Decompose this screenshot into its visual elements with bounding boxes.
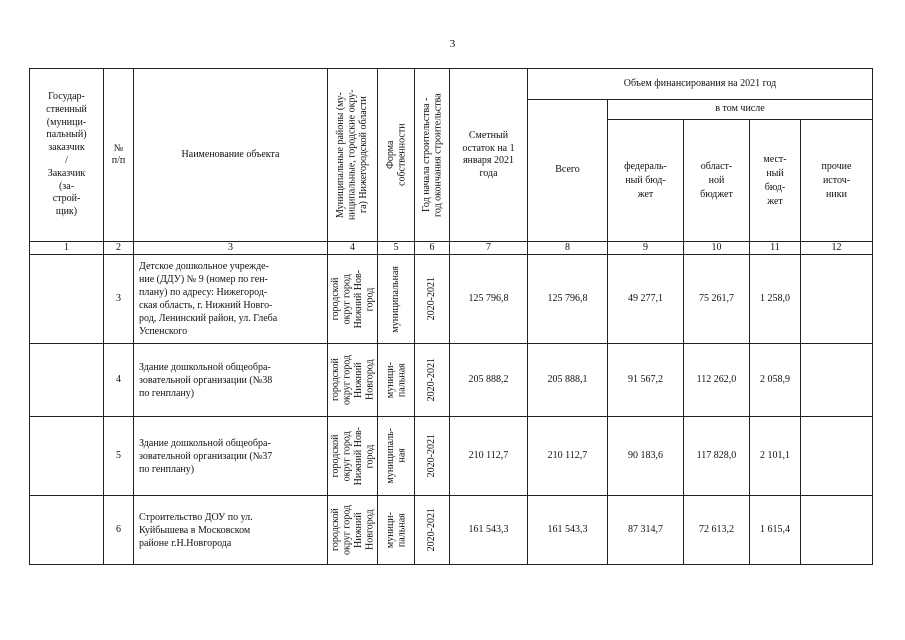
column-number: 8 xyxy=(528,242,608,255)
row-local: 1 615,4 xyxy=(750,496,801,565)
row-other xyxy=(801,417,873,496)
header-object-name: Наименование объекта xyxy=(134,69,328,242)
row-local: 2 101,1 xyxy=(750,417,801,496)
column-number: 9 xyxy=(608,242,684,255)
table-row xyxy=(30,255,873,344)
row-total: 125 796,8 xyxy=(528,255,608,344)
row-ownership: муници- пальная xyxy=(378,496,415,565)
row-regional: 75 261,7 xyxy=(684,255,750,344)
row-district: городской округ город Нижний Новгород xyxy=(328,496,378,565)
row-total: 161 543,3 xyxy=(528,496,608,565)
row-federal: 49 277,1 xyxy=(608,255,684,344)
header-balance: Сметный остаток на 1 января 2021 года xyxy=(450,69,528,242)
row-years: 2020-2021 xyxy=(415,417,450,496)
header-federal: федераль- ный бюд- жет xyxy=(608,120,684,242)
header-including: в том числе xyxy=(608,100,873,120)
row-regional: 117 828,0 xyxy=(684,417,750,496)
column-number: 7 xyxy=(450,242,528,255)
row-customer xyxy=(30,255,104,344)
header-ownership: Форма собственности xyxy=(378,69,415,242)
column-number: 1 xyxy=(30,242,104,255)
row-other xyxy=(801,496,873,565)
financing-table xyxy=(29,68,873,565)
row-balance: 205 888,2 xyxy=(450,344,528,417)
column-number: 4 xyxy=(328,242,378,255)
row-years: 2020-2021 xyxy=(415,255,450,344)
row-district: городской округ город Нижний Новгород xyxy=(328,344,378,417)
row-local: 2 058,9 xyxy=(750,344,801,417)
header-number: № п/п xyxy=(104,69,134,242)
row-balance: 210 112,7 xyxy=(450,417,528,496)
row-number: 6 xyxy=(104,496,134,565)
header-district: Муниципальные районы (му- ниципальные, городские окру- га) Нижегородской области xyxy=(328,69,378,242)
row-customer xyxy=(30,344,104,417)
column-number: 3 xyxy=(134,242,328,255)
row-district: городской округ город Нижний Нов- город xyxy=(328,255,378,344)
column-number: 10 xyxy=(684,242,750,255)
row-regional: 72 613,2 xyxy=(684,496,750,565)
row-total: 205 888,1 xyxy=(528,344,608,417)
row-other xyxy=(801,255,873,344)
header-other: прочие источ- ники xyxy=(801,120,873,242)
row-local: 1 258,0 xyxy=(750,255,801,344)
header-customer: Государ- ственный (муници- пальный) заказчик / Заказчик (за- строй- щик) xyxy=(30,69,104,242)
row-object-name: Здание дошкольной общеобра- зовательной организации (№38 по генплану) xyxy=(134,344,328,417)
row-number: 5 xyxy=(104,417,134,496)
row-ownership: муниципаль- ная xyxy=(378,417,415,496)
row-balance: 125 796,8 xyxy=(450,255,528,344)
page-number: 3 xyxy=(449,38,456,50)
row-customer xyxy=(30,496,104,565)
header-local: мест- ный бюд- жет xyxy=(750,120,801,242)
table-row xyxy=(30,417,873,496)
column-number: 5 xyxy=(378,242,415,255)
row-regional: 112 262,0 xyxy=(684,344,750,417)
table-row xyxy=(30,496,873,565)
column-number: 12 xyxy=(801,242,873,255)
row-object-name: Строительство ДОУ по ул. Куйбышева в Московском районе г.Н.Новгорода xyxy=(134,496,328,565)
row-ownership: муниципальная xyxy=(378,255,415,344)
column-number: 11 xyxy=(750,242,801,255)
header-regional: област- ной бюджет xyxy=(684,120,750,242)
table-row xyxy=(30,344,873,417)
column-number: 2 xyxy=(104,242,134,255)
row-number: 4 xyxy=(104,344,134,417)
row-years: 2020-2021 xyxy=(415,496,450,565)
row-total: 210 112,7 xyxy=(528,417,608,496)
row-other xyxy=(801,344,873,417)
column-numbers-row xyxy=(30,242,873,255)
row-years: 2020-2021 xyxy=(415,344,450,417)
header-row-1 xyxy=(30,69,873,100)
row-number: 3 xyxy=(104,255,134,344)
column-number: 6 xyxy=(415,242,450,255)
row-federal: 91 567,2 xyxy=(608,344,684,417)
row-federal: 90 183,6 xyxy=(608,417,684,496)
row-federal: 87 314,7 xyxy=(608,496,684,565)
row-object-name: Здание дошкольной общеобра- зовательной организации (№37 по генплану) xyxy=(134,417,328,496)
header-financing: Объем финансирования на 2021 год xyxy=(528,69,873,100)
header-years: Год начала строительства - год окончания строительства xyxy=(415,69,450,242)
row-district: городской округ город Нижний Нов- город xyxy=(328,417,378,496)
row-object-name: Детское дошкольное учрежде- ние (ДДУ) № 9 (номер по ген- плану) по адресу: Нижегород- ская область, г. Нижний Новго- род, Ленинский район, ул. Глеба Успенского xyxy=(134,255,328,344)
row-ownership: муници- пальная xyxy=(378,344,415,417)
header-total: Всего xyxy=(528,100,608,242)
row-customer xyxy=(30,417,104,496)
row-balance: 161 543,3 xyxy=(450,496,528,565)
